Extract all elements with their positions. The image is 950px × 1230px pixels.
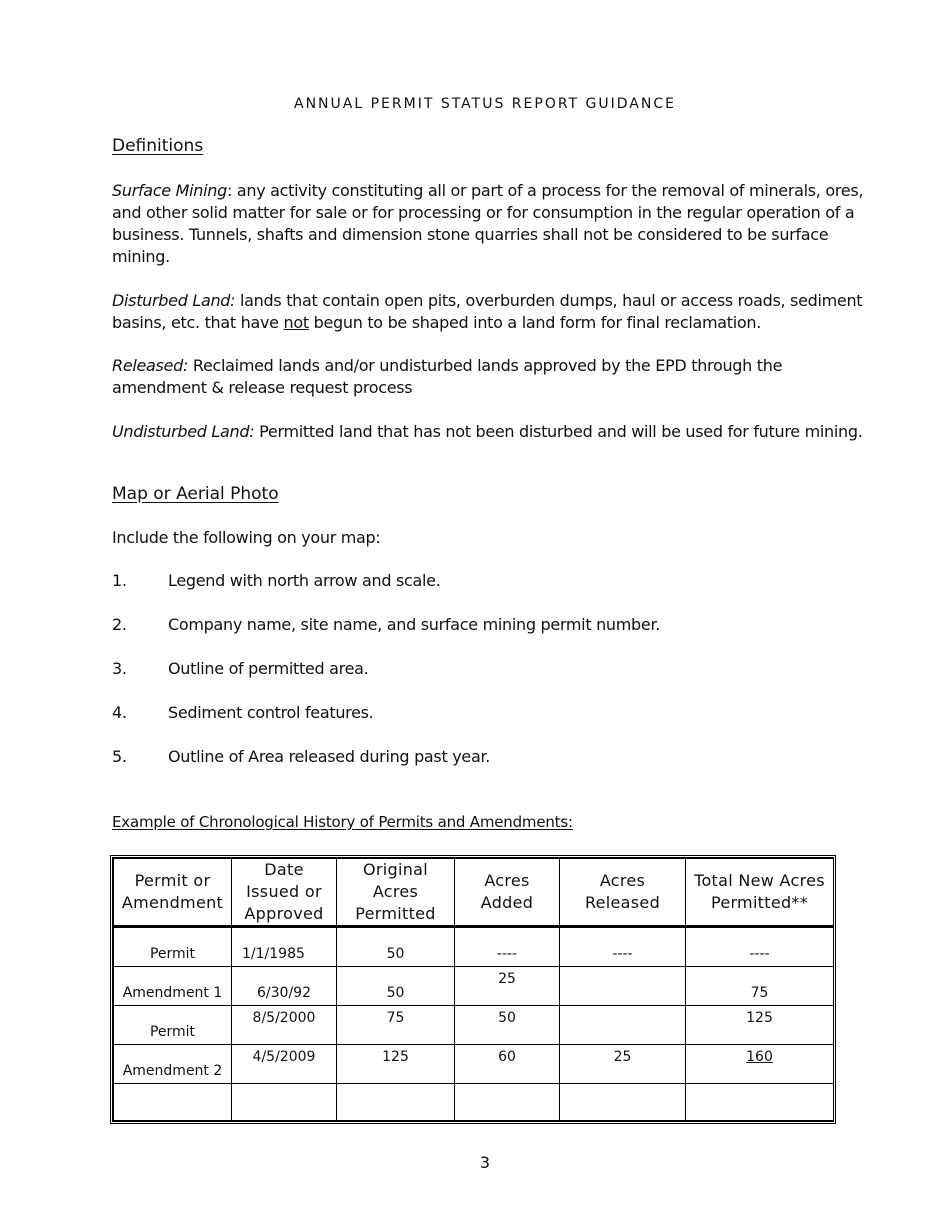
table-cell [114, 1084, 232, 1121]
table-row-empty [114, 1084, 834, 1121]
definition-disturbed-land [112, 290, 872, 334]
list-number: 3. [112, 659, 127, 678]
table-cell: Amendment 2 [114, 1045, 232, 1084]
permit-history-table [110, 855, 836, 1124]
term-disturbed-land: Disturbed Land: [112, 291, 236, 310]
table-cell [560, 967, 686, 1006]
table-row [114, 1045, 834, 1084]
table-cell: Amendment 1 [114, 967, 232, 1006]
table-cell: ---- [455, 927, 560, 967]
term-released: Released: [112, 356, 189, 375]
emphasis-not: not [283, 313, 309, 332]
table-row [114, 967, 834, 1006]
table-cell: Permit [114, 1006, 232, 1045]
table-cell: 125 [686, 1006, 834, 1045]
table-row [114, 1006, 834, 1045]
table-cell-total: 160 [686, 1045, 834, 1084]
table-cell: ---- [686, 927, 834, 967]
table-cell [337, 1084, 455, 1121]
table-cell: 50 [337, 967, 455, 1006]
column-header-acres-added: Acres Added [455, 859, 560, 927]
definition-text: lands that contain open pits, overburden dumps, haul or access roads, sediment basins, etc. that have [112, 291, 863, 332]
list-text: Sediment control features. [168, 703, 374, 722]
definition-released [112, 355, 872, 399]
column-header-acres-released: Acres Released [560, 859, 686, 927]
definition-text: Reclaimed lands and/or undisturbed lands approved by the EPD through the amendment & release request process [112, 356, 783, 397]
table-cell [560, 1006, 686, 1045]
table-cell: 6/30/92 [232, 967, 337, 1006]
list-item [112, 571, 441, 590]
column-header-original-acres: Original Acres Permitted [337, 859, 455, 927]
list-text: Legend with north arrow and scale. [168, 571, 441, 590]
definition-text: Permitted land that has not been disturbed and will be used for future mining. [254, 422, 863, 441]
page-number: 3 [479, 1153, 491, 1172]
table-header-row [114, 859, 834, 927]
term-undisturbed-land: Undisturbed Land: [112, 422, 255, 441]
table-cell: 25 [455, 967, 560, 1006]
list-text: Outline of Area released during past year. [168, 747, 491, 766]
table-cell: 50 [337, 927, 455, 967]
page-title: ANNUAL PERMIT STATUS REPORT GUIDANCE [294, 96, 676, 112]
list-item [112, 747, 490, 766]
table-cell: 8/5/2000 [232, 1006, 337, 1045]
map-heading: Map or Aerial Photo [112, 484, 279, 504]
table-caption: Example of Chronological History of Permits and Amendments: [112, 813, 573, 831]
table-cell [560, 1084, 686, 1121]
table-cell: 125 [337, 1045, 455, 1084]
table-cell: Permit [114, 927, 232, 967]
term-surface-mining: Surface Mining [112, 181, 227, 200]
table-cell: 1/1/1985 [232, 927, 337, 967]
column-header-total-new-acres: Total New Acres Permitted** [686, 859, 834, 927]
definition-text: : any activity constituting all or part of a process for the removal of minerals, ores, and other solid matter for sale or for processing or for consumption in the regular operation of a business. Tunnels, shafts and dimension stone quarries shall not be considered to be surface mining. [112, 181, 864, 266]
table-cell: 75 [337, 1006, 455, 1045]
column-header-date: Date Issued or Approved [232, 859, 337, 927]
table-cell: 25 [560, 1045, 686, 1084]
table-cell: 60 [455, 1045, 560, 1084]
list-text: Company name, site name, and surface mining permit number. [168, 615, 661, 634]
definition-undisturbed-land [112, 421, 872, 443]
map-intro: Include the following on your map: [112, 528, 381, 547]
definitions-heading: Definitions [112, 136, 204, 156]
table-row [114, 927, 834, 967]
table-cell: 75 [686, 967, 834, 1006]
table-cell: ---- [560, 927, 686, 967]
table-cell: 50 [455, 1006, 560, 1045]
list-number: 5. [112, 747, 127, 766]
list-item [112, 615, 660, 634]
table-cell [455, 1084, 560, 1121]
list-number: 2. [112, 615, 127, 634]
column-header-permit: Permit or Amendment [114, 859, 232, 927]
definition-text: begun to be shaped into a land form for final reclamation. [308, 313, 762, 332]
table-cell: 4/5/2009 [232, 1045, 337, 1084]
list-number: 1. [112, 571, 127, 590]
list-item [112, 659, 368, 678]
table-cell [686, 1084, 834, 1121]
definition-surface-mining [112, 180, 872, 268]
list-text: Outline of permitted area. [168, 659, 369, 678]
table-cell [232, 1084, 337, 1121]
list-item [112, 703, 373, 722]
list-number: 4. [112, 703, 127, 722]
